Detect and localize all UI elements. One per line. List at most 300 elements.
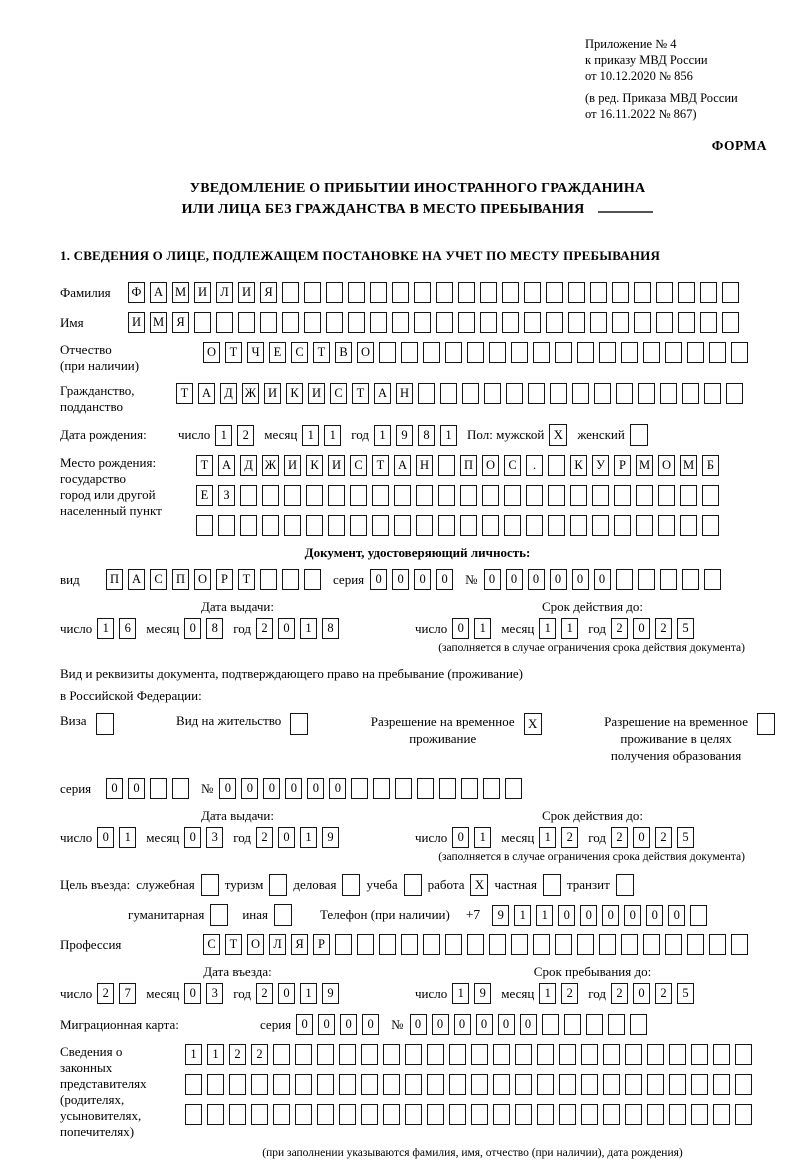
char-box[interactable] — [335, 934, 352, 955]
char-box[interactable] — [636, 485, 653, 506]
char-box[interactable]: 0 — [184, 618, 201, 639]
char-box[interactable] — [427, 1104, 444, 1125]
char-box[interactable] — [526, 485, 543, 506]
char-box[interactable] — [581, 1074, 598, 1095]
char-box[interactable] — [570, 515, 587, 536]
char-box[interactable]: 1 — [300, 983, 317, 1004]
char-box[interactable]: 0 — [572, 569, 589, 590]
char-box[interactable] — [709, 342, 726, 363]
char-box[interactable]: М — [150, 312, 167, 333]
char-box[interactable] — [196, 515, 213, 536]
char-box[interactable] — [682, 383, 699, 404]
char-box[interactable]: А — [374, 383, 391, 404]
char-box[interactable] — [638, 383, 655, 404]
char-box[interactable]: 0 — [106, 778, 123, 799]
char-box[interactable] — [537, 1074, 554, 1095]
char-box[interactable] — [373, 778, 390, 799]
char-box[interactable]: 0 — [392, 569, 409, 590]
char-box[interactable] — [528, 383, 545, 404]
char-box[interactable]: 9 — [322, 983, 339, 1004]
char-box[interactable]: 8 — [322, 618, 339, 639]
char-box[interactable] — [440, 383, 457, 404]
char-box[interactable] — [348, 312, 365, 333]
char-box[interactable] — [438, 485, 455, 506]
purpose-study-checkbox[interactable] — [404, 874, 422, 896]
char-box[interactable]: Д — [240, 455, 257, 476]
char-box[interactable] — [568, 282, 585, 303]
char-box[interactable] — [504, 515, 521, 536]
char-box[interactable] — [489, 342, 506, 363]
char-box[interactable]: 0 — [580, 905, 597, 926]
char-box[interactable]: 1 — [452, 983, 469, 1004]
char-box[interactable] — [460, 485, 477, 506]
char-box[interactable] — [304, 312, 321, 333]
char-box[interactable] — [471, 1104, 488, 1125]
char-box[interactable] — [339, 1074, 356, 1095]
char-box[interactable]: 0 — [624, 905, 641, 926]
char-box[interactable] — [423, 342, 440, 363]
char-box[interactable] — [401, 934, 418, 955]
purpose-official-checkbox[interactable] — [201, 874, 219, 896]
char-box[interactable]: 0 — [184, 827, 201, 848]
char-box[interactable]: И — [264, 383, 281, 404]
char-box[interactable]: Т — [313, 342, 330, 363]
char-box[interactable]: 0 — [184, 983, 201, 1004]
char-box[interactable] — [537, 1104, 554, 1125]
char-box[interactable] — [260, 569, 277, 590]
char-box[interactable] — [568, 312, 585, 333]
char-box[interactable] — [372, 515, 389, 536]
char-box[interactable] — [678, 312, 695, 333]
char-box[interactable] — [423, 934, 440, 955]
char-box[interactable]: Т — [196, 455, 213, 476]
char-box[interactable]: Т — [372, 455, 389, 476]
char-box[interactable] — [414, 312, 431, 333]
char-box[interactable] — [665, 934, 682, 955]
char-box[interactable] — [636, 515, 653, 536]
char-box[interactable] — [282, 312, 299, 333]
char-box[interactable] — [229, 1074, 246, 1095]
char-box[interactable] — [229, 1104, 246, 1125]
char-box[interactable] — [700, 312, 717, 333]
char-box[interactable]: 1 — [300, 618, 317, 639]
char-box[interactable]: 1 — [119, 827, 136, 848]
char-box[interactable] — [436, 282, 453, 303]
char-box[interactable] — [295, 1104, 312, 1125]
char-box[interactable] — [295, 1044, 312, 1065]
char-box[interactable] — [612, 312, 629, 333]
char-box[interactable] — [427, 1044, 444, 1065]
char-box[interactable] — [383, 1044, 400, 1065]
char-box[interactable] — [251, 1104, 268, 1125]
char-box[interactable] — [339, 1044, 356, 1065]
char-box[interactable]: Д — [220, 383, 237, 404]
char-box[interactable] — [704, 383, 721, 404]
char-box[interactable] — [647, 1044, 664, 1065]
char-box[interactable]: 0 — [307, 778, 324, 799]
char-box[interactable] — [427, 1074, 444, 1095]
char-box[interactable] — [436, 312, 453, 333]
char-box[interactable]: Е — [196, 485, 213, 506]
char-box[interactable]: 0 — [285, 778, 302, 799]
char-box[interactable] — [326, 312, 343, 333]
char-box[interactable]: Л — [269, 934, 286, 955]
char-box[interactable]: 0 — [219, 778, 236, 799]
char-box[interactable] — [546, 312, 563, 333]
char-box[interactable]: 0 — [97, 827, 114, 848]
char-box[interactable] — [713, 1044, 730, 1065]
char-box[interactable]: 5 — [677, 618, 694, 639]
char-box[interactable] — [273, 1044, 290, 1065]
char-box[interactable] — [577, 934, 594, 955]
char-box[interactable]: П — [106, 569, 123, 590]
char-box[interactable] — [621, 342, 638, 363]
char-box[interactable]: О — [482, 455, 499, 476]
char-box[interactable]: 0 — [263, 778, 280, 799]
char-box[interactable] — [304, 282, 321, 303]
char-box[interactable] — [414, 282, 431, 303]
char-box[interactable]: 2 — [251, 1044, 268, 1065]
char-box[interactable]: 1 — [185, 1044, 202, 1065]
char-box[interactable] — [630, 1014, 647, 1035]
char-box[interactable] — [295, 1074, 312, 1095]
char-box[interactable]: 0 — [550, 569, 567, 590]
char-box[interactable]: 9 — [322, 827, 339, 848]
char-box[interactable]: 2 — [97, 983, 114, 1004]
char-box[interactable] — [304, 569, 321, 590]
char-box[interactable]: 2 — [655, 618, 672, 639]
char-box[interactable] — [550, 383, 567, 404]
char-box[interactable] — [590, 312, 607, 333]
char-box[interactable] — [581, 1044, 598, 1065]
char-box[interactable]: 1 — [474, 827, 491, 848]
char-box[interactable]: 1 — [302, 425, 319, 446]
char-box[interactable]: Ж — [242, 383, 259, 404]
char-box[interactable] — [445, 342, 462, 363]
char-box[interactable]: 0 — [633, 983, 650, 1004]
char-box[interactable]: И — [128, 312, 145, 333]
char-box[interactable]: 0 — [528, 569, 545, 590]
char-box[interactable] — [658, 485, 675, 506]
char-box[interactable] — [548, 515, 565, 536]
char-box[interactable] — [484, 383, 501, 404]
char-box[interactable] — [555, 342, 572, 363]
char-box[interactable]: 3 — [206, 827, 223, 848]
char-box[interactable] — [515, 1074, 532, 1095]
char-box[interactable] — [656, 312, 673, 333]
char-box[interactable]: 0 — [633, 618, 650, 639]
char-box[interactable]: 1 — [539, 983, 556, 1004]
char-box[interactable]: 0 — [370, 569, 387, 590]
char-box[interactable] — [439, 778, 456, 799]
char-box[interactable]: 0 — [594, 569, 611, 590]
char-box[interactable] — [262, 515, 279, 536]
char-box[interactable] — [542, 1014, 559, 1035]
char-box[interactable]: 0 — [432, 1014, 449, 1035]
char-box[interactable] — [383, 1074, 400, 1095]
char-box[interactable] — [401, 342, 418, 363]
char-box[interactable] — [643, 342, 660, 363]
char-box[interactable] — [735, 1044, 752, 1065]
char-box[interactable]: Т — [352, 383, 369, 404]
char-box[interactable] — [687, 934, 704, 955]
char-box[interactable] — [449, 1044, 466, 1065]
char-box[interactable]: 1 — [324, 425, 341, 446]
char-box[interactable]: 9 — [474, 983, 491, 1004]
char-box[interactable] — [207, 1104, 224, 1125]
char-box[interactable]: 2 — [561, 983, 578, 1004]
char-box[interactable] — [614, 485, 631, 506]
char-box[interactable]: 0 — [498, 1014, 515, 1035]
char-box[interactable]: 0 — [506, 569, 523, 590]
char-box[interactable]: Т — [176, 383, 193, 404]
char-box[interactable]: О — [247, 934, 264, 955]
char-box[interactable] — [548, 455, 565, 476]
char-box[interactable] — [603, 1074, 620, 1095]
char-box[interactable] — [691, 1044, 708, 1065]
char-box[interactable] — [704, 569, 721, 590]
char-box[interactable] — [172, 778, 189, 799]
char-box[interactable]: 2 — [256, 618, 273, 639]
char-box[interactable]: 1 — [300, 827, 317, 848]
char-box[interactable] — [449, 1074, 466, 1095]
char-box[interactable] — [284, 485, 301, 506]
char-box[interactable]: 2 — [611, 618, 628, 639]
char-box[interactable]: М — [172, 282, 189, 303]
char-box[interactable]: 1 — [97, 618, 114, 639]
char-box[interactable] — [546, 282, 563, 303]
char-box[interactable] — [702, 515, 719, 536]
char-box[interactable] — [350, 515, 367, 536]
char-box[interactable]: 0 — [241, 778, 258, 799]
char-box[interactable] — [240, 485, 257, 506]
char-box[interactable]: 0 — [520, 1014, 537, 1035]
char-box[interactable] — [306, 515, 323, 536]
char-box[interactable]: А — [128, 569, 145, 590]
char-box[interactable] — [273, 1104, 290, 1125]
char-box[interactable] — [665, 342, 682, 363]
char-box[interactable] — [493, 1104, 510, 1125]
char-box[interactable] — [572, 383, 589, 404]
char-box[interactable] — [625, 1104, 642, 1125]
char-box[interactable]: С — [504, 455, 521, 476]
char-box[interactable]: А — [218, 455, 235, 476]
purpose-tourism-checkbox[interactable] — [269, 874, 287, 896]
char-box[interactable] — [555, 934, 572, 955]
char-box[interactable]: 5 — [677, 827, 694, 848]
char-box[interactable] — [603, 1104, 620, 1125]
char-box[interactable]: . — [526, 455, 543, 476]
char-box[interactable] — [559, 1074, 576, 1095]
char-box[interactable] — [511, 342, 528, 363]
char-box[interactable] — [262, 485, 279, 506]
char-box[interactable] — [372, 485, 389, 506]
char-box[interactable] — [416, 515, 433, 536]
char-box[interactable]: К — [286, 383, 303, 404]
char-box[interactable] — [482, 485, 499, 506]
char-box[interactable] — [194, 312, 211, 333]
char-box[interactable]: О — [194, 569, 211, 590]
char-box[interactable]: Н — [396, 383, 413, 404]
char-box[interactable] — [394, 485, 411, 506]
char-box[interactable] — [339, 1104, 356, 1125]
char-box[interactable] — [394, 515, 411, 536]
char-box[interactable] — [480, 282, 497, 303]
char-box[interactable] — [524, 282, 541, 303]
char-box[interactable] — [218, 515, 235, 536]
char-box[interactable]: 5 — [677, 983, 694, 1004]
char-box[interactable]: И — [328, 455, 345, 476]
char-box[interactable]: 0 — [410, 1014, 427, 1035]
char-box[interactable]: 1 — [440, 425, 457, 446]
char-box[interactable] — [612, 282, 629, 303]
char-box[interactable] — [548, 485, 565, 506]
char-box[interactable] — [735, 1104, 752, 1125]
char-box[interactable]: О — [357, 342, 374, 363]
char-box[interactable] — [357, 934, 374, 955]
char-box[interactable]: 0 — [362, 1014, 379, 1035]
char-box[interactable] — [669, 1044, 686, 1065]
char-box[interactable] — [405, 1104, 422, 1125]
char-box[interactable]: 0 — [484, 569, 501, 590]
char-box[interactable]: 6 — [119, 618, 136, 639]
char-box[interactable] — [559, 1104, 576, 1125]
purpose-business-checkbox[interactable] — [342, 874, 360, 896]
char-box[interactable] — [185, 1074, 202, 1095]
char-box[interactable]: 1 — [539, 827, 556, 848]
char-box[interactable]: 1 — [374, 425, 391, 446]
char-box[interactable]: Е — [269, 342, 286, 363]
char-box[interactable] — [505, 778, 522, 799]
purpose-humanitarian-checkbox[interactable] — [210, 904, 228, 926]
char-box[interactable] — [590, 282, 607, 303]
char-box[interactable]: 0 — [128, 778, 145, 799]
char-box[interactable] — [471, 1074, 488, 1095]
char-box[interactable]: К — [306, 455, 323, 476]
char-box[interactable]: 0 — [558, 905, 575, 926]
char-box[interactable]: С — [150, 569, 167, 590]
char-box[interactable]: Т — [225, 934, 242, 955]
char-box[interactable] — [489, 934, 506, 955]
char-box[interactable] — [515, 1044, 532, 1065]
char-box[interactable] — [713, 1104, 730, 1125]
char-box[interactable]: 1 — [215, 425, 232, 446]
char-box[interactable]: О — [658, 455, 675, 476]
char-box[interactable] — [690, 905, 707, 926]
char-box[interactable] — [460, 515, 477, 536]
char-box[interactable]: Н — [416, 455, 433, 476]
char-box[interactable]: 8 — [418, 425, 435, 446]
char-box[interactable] — [702, 485, 719, 506]
char-box[interactable]: 1 — [514, 905, 531, 926]
char-box[interactable]: Т — [225, 342, 242, 363]
char-box[interactable] — [638, 569, 655, 590]
char-box[interactable] — [379, 934, 396, 955]
char-box[interactable]: С — [350, 455, 367, 476]
char-box[interactable]: У — [592, 455, 609, 476]
char-box[interactable]: 1 — [207, 1044, 224, 1065]
char-box[interactable] — [418, 383, 435, 404]
char-box[interactable] — [524, 312, 541, 333]
char-box[interactable] — [656, 282, 673, 303]
char-box[interactable] — [526, 515, 543, 536]
char-box[interactable] — [709, 934, 726, 955]
char-box[interactable] — [504, 485, 521, 506]
char-box[interactable] — [379, 342, 396, 363]
char-box[interactable] — [599, 342, 616, 363]
char-box[interactable]: 0 — [318, 1014, 335, 1035]
purpose-other-checkbox[interactable] — [274, 904, 292, 926]
char-box[interactable] — [467, 934, 484, 955]
char-box[interactable] — [361, 1044, 378, 1065]
char-box[interactable] — [462, 383, 479, 404]
char-box[interactable] — [643, 934, 660, 955]
purpose-private-checkbox[interactable] — [543, 874, 561, 896]
char-box[interactable] — [700, 282, 717, 303]
char-box[interactable]: 0 — [278, 827, 295, 848]
char-box[interactable]: В — [335, 342, 352, 363]
char-box[interactable]: 0 — [436, 569, 453, 590]
char-box[interactable] — [658, 515, 675, 536]
char-box[interactable] — [731, 934, 748, 955]
char-box[interactable] — [461, 778, 478, 799]
char-box[interactable]: 0 — [296, 1014, 313, 1035]
char-box[interactable] — [735, 1074, 752, 1095]
char-box[interactable] — [634, 312, 651, 333]
char-box[interactable] — [284, 515, 301, 536]
char-box[interactable]: 2 — [256, 827, 273, 848]
char-box[interactable]: А — [198, 383, 215, 404]
char-box[interactable] — [207, 1074, 224, 1095]
char-box[interactable] — [493, 1044, 510, 1065]
char-box[interactable] — [669, 1104, 686, 1125]
char-box[interactable]: И — [194, 282, 211, 303]
char-box[interactable] — [317, 1074, 334, 1095]
char-box[interactable]: Л — [216, 282, 233, 303]
char-box[interactable] — [592, 485, 609, 506]
char-box[interactable] — [586, 1014, 603, 1035]
char-box[interactable] — [669, 1074, 686, 1095]
char-box[interactable]: Ч — [247, 342, 264, 363]
char-box[interactable] — [361, 1074, 378, 1095]
char-box[interactable] — [621, 934, 638, 955]
char-box[interactable] — [405, 1074, 422, 1095]
char-box[interactable] — [502, 282, 519, 303]
char-box[interactable] — [317, 1104, 334, 1125]
char-box[interactable] — [282, 282, 299, 303]
char-box[interactable] — [350, 485, 367, 506]
char-box[interactable]: С — [330, 383, 347, 404]
purpose-transit-checkbox[interactable] — [616, 874, 634, 896]
char-box[interactable] — [438, 515, 455, 536]
char-box[interactable] — [722, 282, 739, 303]
char-box[interactable] — [216, 312, 233, 333]
char-box[interactable]: М — [680, 455, 697, 476]
char-box[interactable] — [438, 455, 455, 476]
gender-male-checkbox[interactable]: X — [549, 424, 567, 446]
char-box[interactable]: П — [460, 455, 477, 476]
visa-checkbox[interactable] — [96, 713, 114, 735]
gender-female-checkbox[interactable] — [630, 424, 648, 446]
char-box[interactable]: И — [308, 383, 325, 404]
char-box[interactable] — [537, 1044, 554, 1065]
char-box[interactable] — [238, 312, 255, 333]
char-box[interactable]: 1 — [536, 905, 553, 926]
char-box[interactable]: Я — [291, 934, 308, 955]
char-box[interactable]: С — [291, 342, 308, 363]
char-box[interactable]: 0 — [452, 827, 469, 848]
char-box[interactable] — [634, 282, 651, 303]
